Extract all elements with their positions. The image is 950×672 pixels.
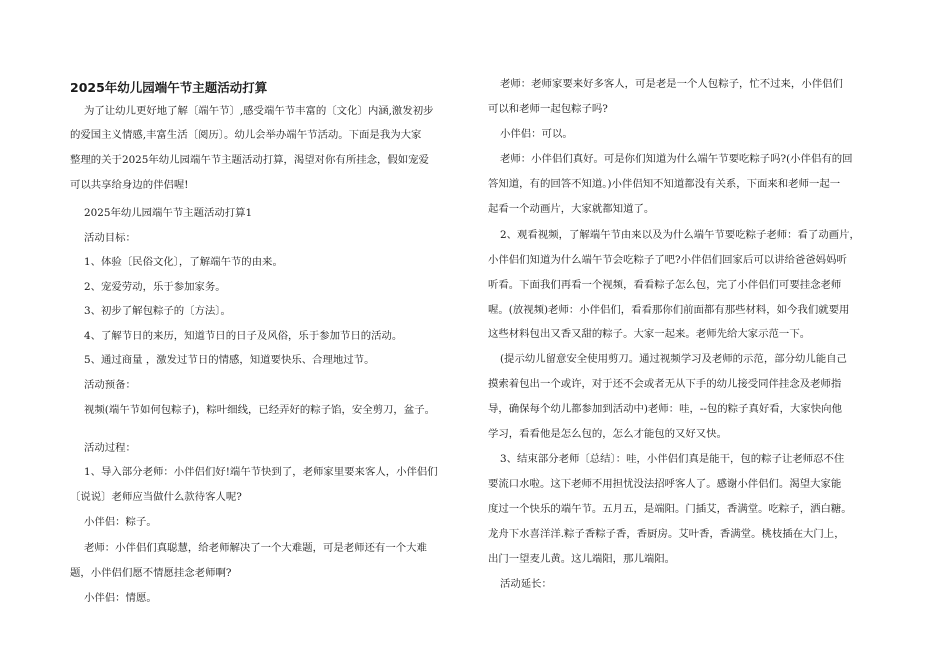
goal-item-4: 4、了解节日的来历，知道节日的日子及风俗，乐于参加节日的活动。 [84,330,403,342]
process-line-6: 小伴侣：情愿。 [84,592,157,604]
goals-heading: 活动目标： [84,232,136,244]
intro-line-2: 的爱国主义情感,丰富生活〔阅历〕。幼儿会举办端午节活动。下面是我为大家 [70,129,422,141]
right-line-15: 学习，看看他是怎么包的，怎么才能包的又好又快。 [488,428,727,440]
right-line-20: 出门一望麦儿黄。这儿端阳，那儿端阳。 [488,553,676,565]
right-line-3: 小伴侣：可以。 [500,128,573,140]
document-title: 2025年幼儿园端午节主题活动打算 [70,80,268,95]
process-heading: 活动过程： [84,442,136,454]
intro-line-1: 为了让幼儿更好地了解〔端午节〕,感受端午节丰富的〔文化〕内涵,激发初步 [84,105,434,117]
right-line-9: 听看。下面我们再看一个视频，看看粽子怎么包，完了小伴侣们可要挂念老师 [488,279,842,291]
right-line-12: (提示幼儿留意安全使用剪刀。通过视频学习及老师的示范，部分幼儿能自己 [500,353,847,365]
goal-item-3: 3、初步了解包粽子的〔方法〕。 [84,305,231,317]
process-line-2: 〔说说〕老师应当做什么款待客人呢? [70,491,242,503]
section-heading: 2025年幼儿园端午节主题活动打算1 [84,207,253,219]
right-line-17: 要流口水啦。这下老师不用担忧没法招呼客人了。感谢小伴侣们。渴望大家能 [488,478,842,490]
right-line-16: 3、结束部分老师〔总结〕：哇，小伴侣们真是能干，包的粽子让老师忍不住 [500,453,845,465]
intro-line-4: 可以共享给身边的伴侣喔! [70,179,189,191]
right-line-4: 老师：小伴侣们真好。可是你们知道为什么端午节要吃粽子吗?(小伴侣有的回 [500,153,853,165]
right-line-19: 龙舟下水喜洋洋.粽子香粽子香，香厨房。艾叶香，香满堂。桃枝插在大门上， [488,528,845,540]
right-line-13: 摸索着包出一个或许，对于还不会或者无从下手的幼儿接受同伴挂念及老师指 [488,378,842,390]
process-line-5: 题，小伴侣们愿不情愿挂念老师啊? [70,567,232,579]
right-line-2: 可以和老师一起包粽子吗? [488,103,608,115]
right-line-5: 答知道，有的回答不知道。)小伴侣知不知道都没有关系，下面来和老师一起一 [488,178,841,190]
goal-item-5: 5、通过商量 ，激发过节日的情感，知道要快乐、合理地过节。 [84,354,375,366]
right-line-8: 小伴侣们知道为什么端午节会吃粽子了吧?小伴侣们回家后可以讲给爸爸妈妈听 [488,254,847,266]
process-line-3: 小伴侣：粽子。 [84,516,157,528]
right-line-7: 2、观看视频，了解端午节由来以及为什么端午节要吃粽子老师：看了动画片， [500,229,860,241]
goal-item-1: 1、体验〔民俗文化〕，了解端午节的由来。 [84,256,283,268]
right-line-14: 导，确保每个幼儿都参加到活动中)老师：哇，--包的粽子真好看，大家快向他 [488,403,842,415]
intro-line-3: 整理的关于2025年幼儿园端午节主题活动打算，渴望对你有所挂念，假如宠爱 [70,154,429,166]
prep-heading: 活动预备： [84,379,136,391]
right-line-6: 起看一个动画片，大家就都知道了。 [488,203,655,215]
right-line-21: 活动延长： [500,578,552,590]
right-line-1: 老师：老师家要来好多客人，可是老是一个人包粽子，忙不过来，小伴侣们 [500,78,843,90]
right-line-10: 喔。(放视频)老师：小伴侣们，看看那你们前面都有那些材料，如今我们就要用 [488,304,850,316]
process-line-4: 老师：小伴侣们真聪慧，给老师解决了一个大难题，可是老师还有一个大难 [84,542,427,554]
goal-item-2: 2、宠爱劳动，乐于参加家务。 [84,281,226,293]
right-line-18: 度过一个快乐的端午节。五月五，是端阳。门插艾，香满堂。吃粽子，洒白糖。 [488,503,852,515]
process-line-1: 1、导入部分老师：小伴侣们好!端午节快到了，老师家里要来客人，小伴侣们 [84,466,438,478]
prep-text: 视频(端午节如何包粽子)，粽叶细线，已经弄好的粽子馅，安全剪刀，盆子。 [84,404,435,416]
right-line-11: 这些材料包出又香又甜的粽子。大家一起来。老师先给大家示范一下。 [488,328,811,340]
